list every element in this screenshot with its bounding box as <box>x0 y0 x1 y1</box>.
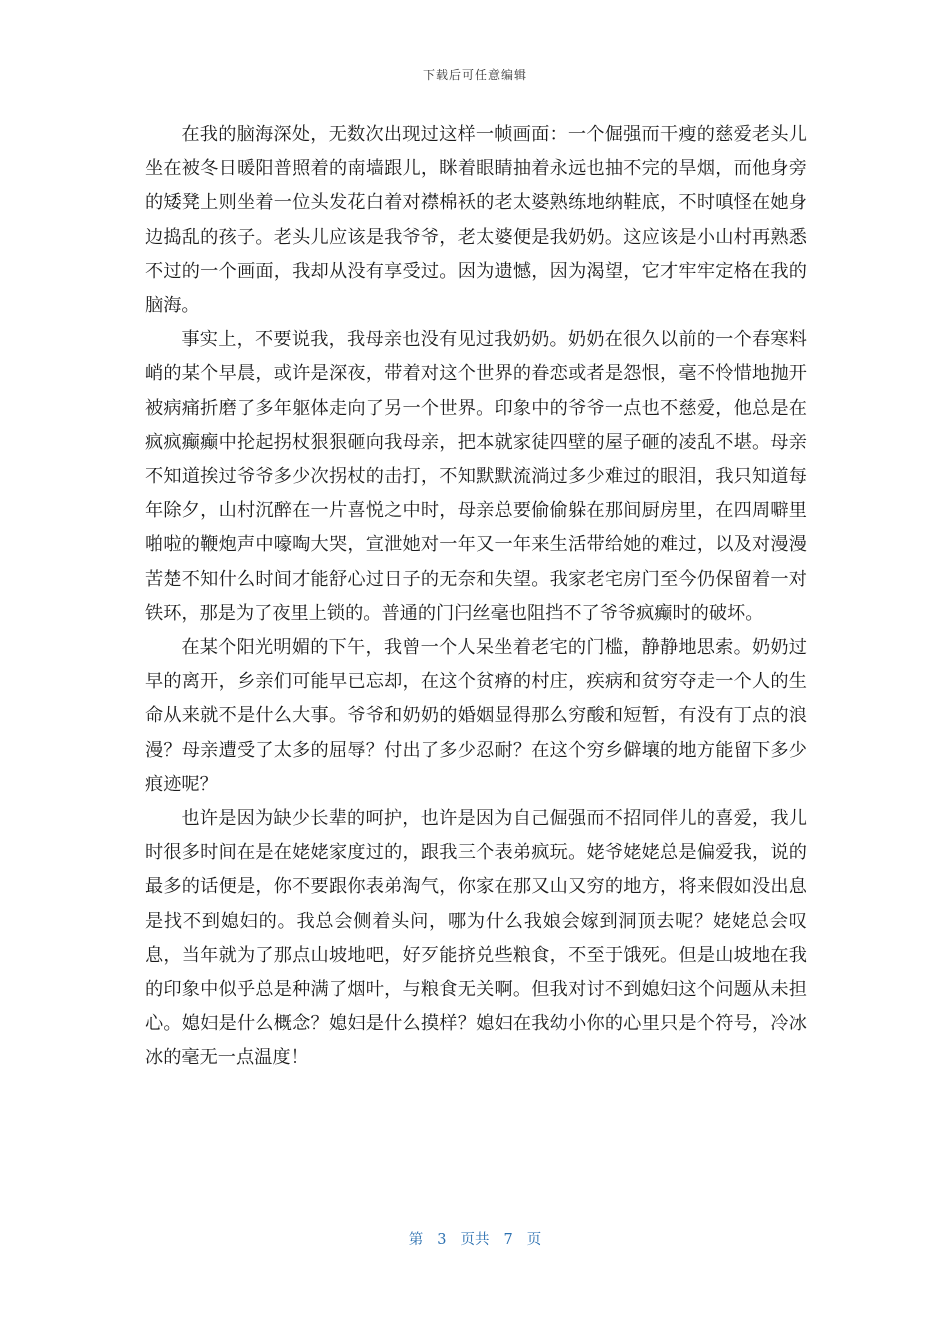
current-page-number: 3 <box>437 1232 447 1248</box>
page-label-prefix: 第 <box>408 1232 424 1248</box>
page-footer <box>0 1228 950 1249</box>
paragraph-1: 在我的脑海深处，无数次出现过这样一帧画面：一个倔强而干瘦的慈爱老头儿坐在被冬日暖阳普照着的南墙跟儿，眯着眼睛抽着永远也抽不完的旱烟，而他身旁的矮凳上则坐着一位头发花白着对襟棉袄的老太婆熟练地纳鞋底，不时嗔怪在她身边捣乱的孩子。老头儿应该是我爷爷，老太婆便是我奶奶。这应该是小山村再熟悉不过的一个画面，我却从没有享受过。因为遗憾，因为渴望，它才牢牢定格在我的脑海。 <box>145 124 807 317</box>
page-header: 下载后可任意编辑 <box>422 68 527 82</box>
page-label-suffix: 页 <box>526 1232 542 1248</box>
total-pages-number: 7 <box>503 1232 513 1248</box>
paragraph-3: 在某个阳光明媚的下午，我曾一个人呆坐着老宅的门槛，静静地思索。奶奶过早的离开，乡亲们可能早已忘却，在这个贫瘠的村庄，疾病和贫穷夺走一个人的生命从来就不是什么大事。爷爷和奶奶的婚姻显得那么穷酸和短暂，有没有丁点的浪漫？母亲遭受了太多的屈辱？付出了多少忍耐？在这个穷乡僻壤的地方能留下多少痕迹呢？ <box>145 637 807 795</box>
page-label-mid: 页共 <box>460 1232 490 1248</box>
paragraph-4: 也许是因为缺少长辈的呵护，也许是因为自己倔强而不招同伴儿的喜爱，我儿时很多时间在是在姥姥家度过的，跟我三个表弟疯玩。姥爷姥姥总是偏爱我，说的最多的话便是，你不要跟你表弟淘气，你家在那又山又穷的地方，将来假如没出息是找不到媳妇的。我总会侧着头问，哪为什么我娘会嫁到洞顶去呢？姥姥总会叹息，当年就为了那点山坡地吧，好歹能挤兑些粮食，不至于饿死。但是山坡地在我的印象中似乎总是种满了烟叶，与粮食无关啊。但我对讨不到媳妇这个问题从未担心。媳妇是什么概念？媳妇是什么摸样？媳妇在我幼小你的心里只是个符号，冷冰冰的毫无一点温度！ <box>145 808 807 1069</box>
paragraph-2: 事实上，不要说我，我母亲也没有见过我奶奶。奶奶在很久以前的一个春寒料峭的某个早晨，或许是深夜，带着对这个世界的眷恋或者是怨恨，毫不怜惜地抛开被病痛折磨了多年躯体走向了另一个世界。印象中的爷爷一点也不慈爱，他总是在疯疯癫癫中抡起拐杖狠狠砸向我母亲，把本就家徒四壁的屋子砸的凌乱不堪。母亲不知道挨过爷爷多少次拐杖的击打，不知默默流淌过多少难过的眼泪，我只知道每年除夕，山村沉醉在一片喜悦之中时，母亲总要偷偷躲在那间厨房里，在四周噼里啪啦的鞭炮声中嚎啕大哭，宣泄她对一年又一年来生活带给她的难过，以及对漫漫苦楚不知什么时间才能舒心过日子的无奈和失望。我家老宅房门至今仍保留着一对铁环，那是为了夜里上锁的。普通的门闩丝毫也阻挡不了爷爷疯癫时的破坏。 <box>145 329 807 624</box>
article-body <box>145 118 807 1076</box>
